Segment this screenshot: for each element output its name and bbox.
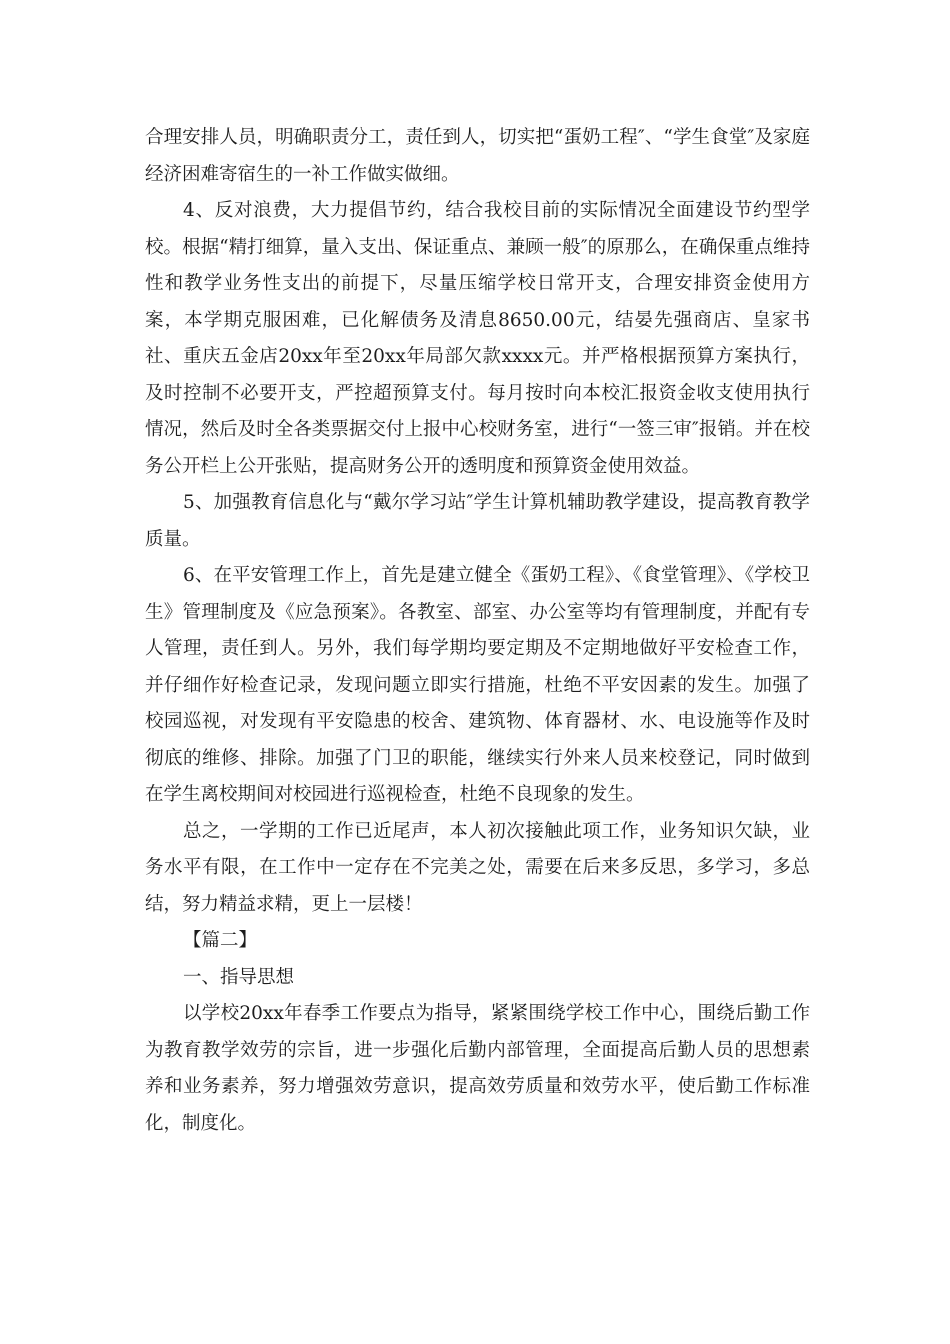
paragraph-guiding-idea: 以学校20xx年春季工作要点为指导，紧紧围绕学校工作中心，围绕后勤工作为教育教学效劳的宗旨，进一步强化后勤内部管理，全面提高后勤人员的思想素养和业务素养，努力增强效劳意识，提高效劳质量和效劳水平，使后勤工作标准化，制度化。 — [145, 1003, 810, 1134]
document-body — [145, 120, 810, 1142]
subsection-heading: 一、指导思想 — [183, 966, 295, 988]
paragraph-item-4: 4、反对浪费，大力提倡节约，结合我校目前的实际情况全面建设节约型学校。根据“精打细算，量入支出、保证重点、兼顾一般″的原那么，在确保重点维持性和教学业务性支出的前提下，尽量压缩学校日常开支，合理安排资金使用方案，本学期克服困难，已化解债务及清息8650.00元，结晏先强商店、皇家书社、重庆五金店20xx年至20xx年局部欠款xxxx元。并严格根据预算方案执行，及时控制不必要开支，严控超预算支付。每月按时向本校汇报资金收支使用执行情况，然后及时全各类票据交付上报中心校财务室，进行“一签三审″报销。并在校务公开栏上公开张贴，提高财务公开的透明度和预算资金使用效益。 — [145, 200, 810, 477]
paragraph-item-6: 6、在平安管理工作上，首先是建立健全《蛋奶工程》、《食堂管理》、《学校卫生》管理制度及《应急预案》。各教室、部室、办公室等均有管理制度，并配有专人管理，责任到人。另外，我们每学期均要定期及不定期地做好平安检查工作，并仔细作好检查记录，发现问题立即实行措施，杜绝不平安因素的发生。加强了校园巡视，对发现有平安隐患的校舍、建筑物、体育器材、水、电设施等作及时彻底的维修、排除。加强了门卫的职能，继续实行外来人员来校登记，同时做到在学生离校期间对校园进行巡视检查，杜绝不良现象的发生。 — [145, 565, 810, 805]
paragraph-item-5: 5、加强教育信息化与“戴尔学习站″学生计算机辅助教学建设，提高教育教学质量。 — [145, 492, 810, 550]
section-heading: 【篇二】 — [183, 930, 258, 951]
paragraph-continuation: 合理安排人员，明确职责分工，责任到人，切实把“蛋奶工程″、“学生食堂″及家庭经济困难寄宿生的一补工作做实做细。 — [145, 127, 810, 185]
paragraph-summary: 总之，一学期的工作已近尾声，本人初次接触此项工作，业务知识欠缺，业务水平有限，在工作中一定存在不完美之处，需要在后来多反思，多学习，多总结，努力精益求精，更上一层楼！ — [145, 820, 810, 915]
